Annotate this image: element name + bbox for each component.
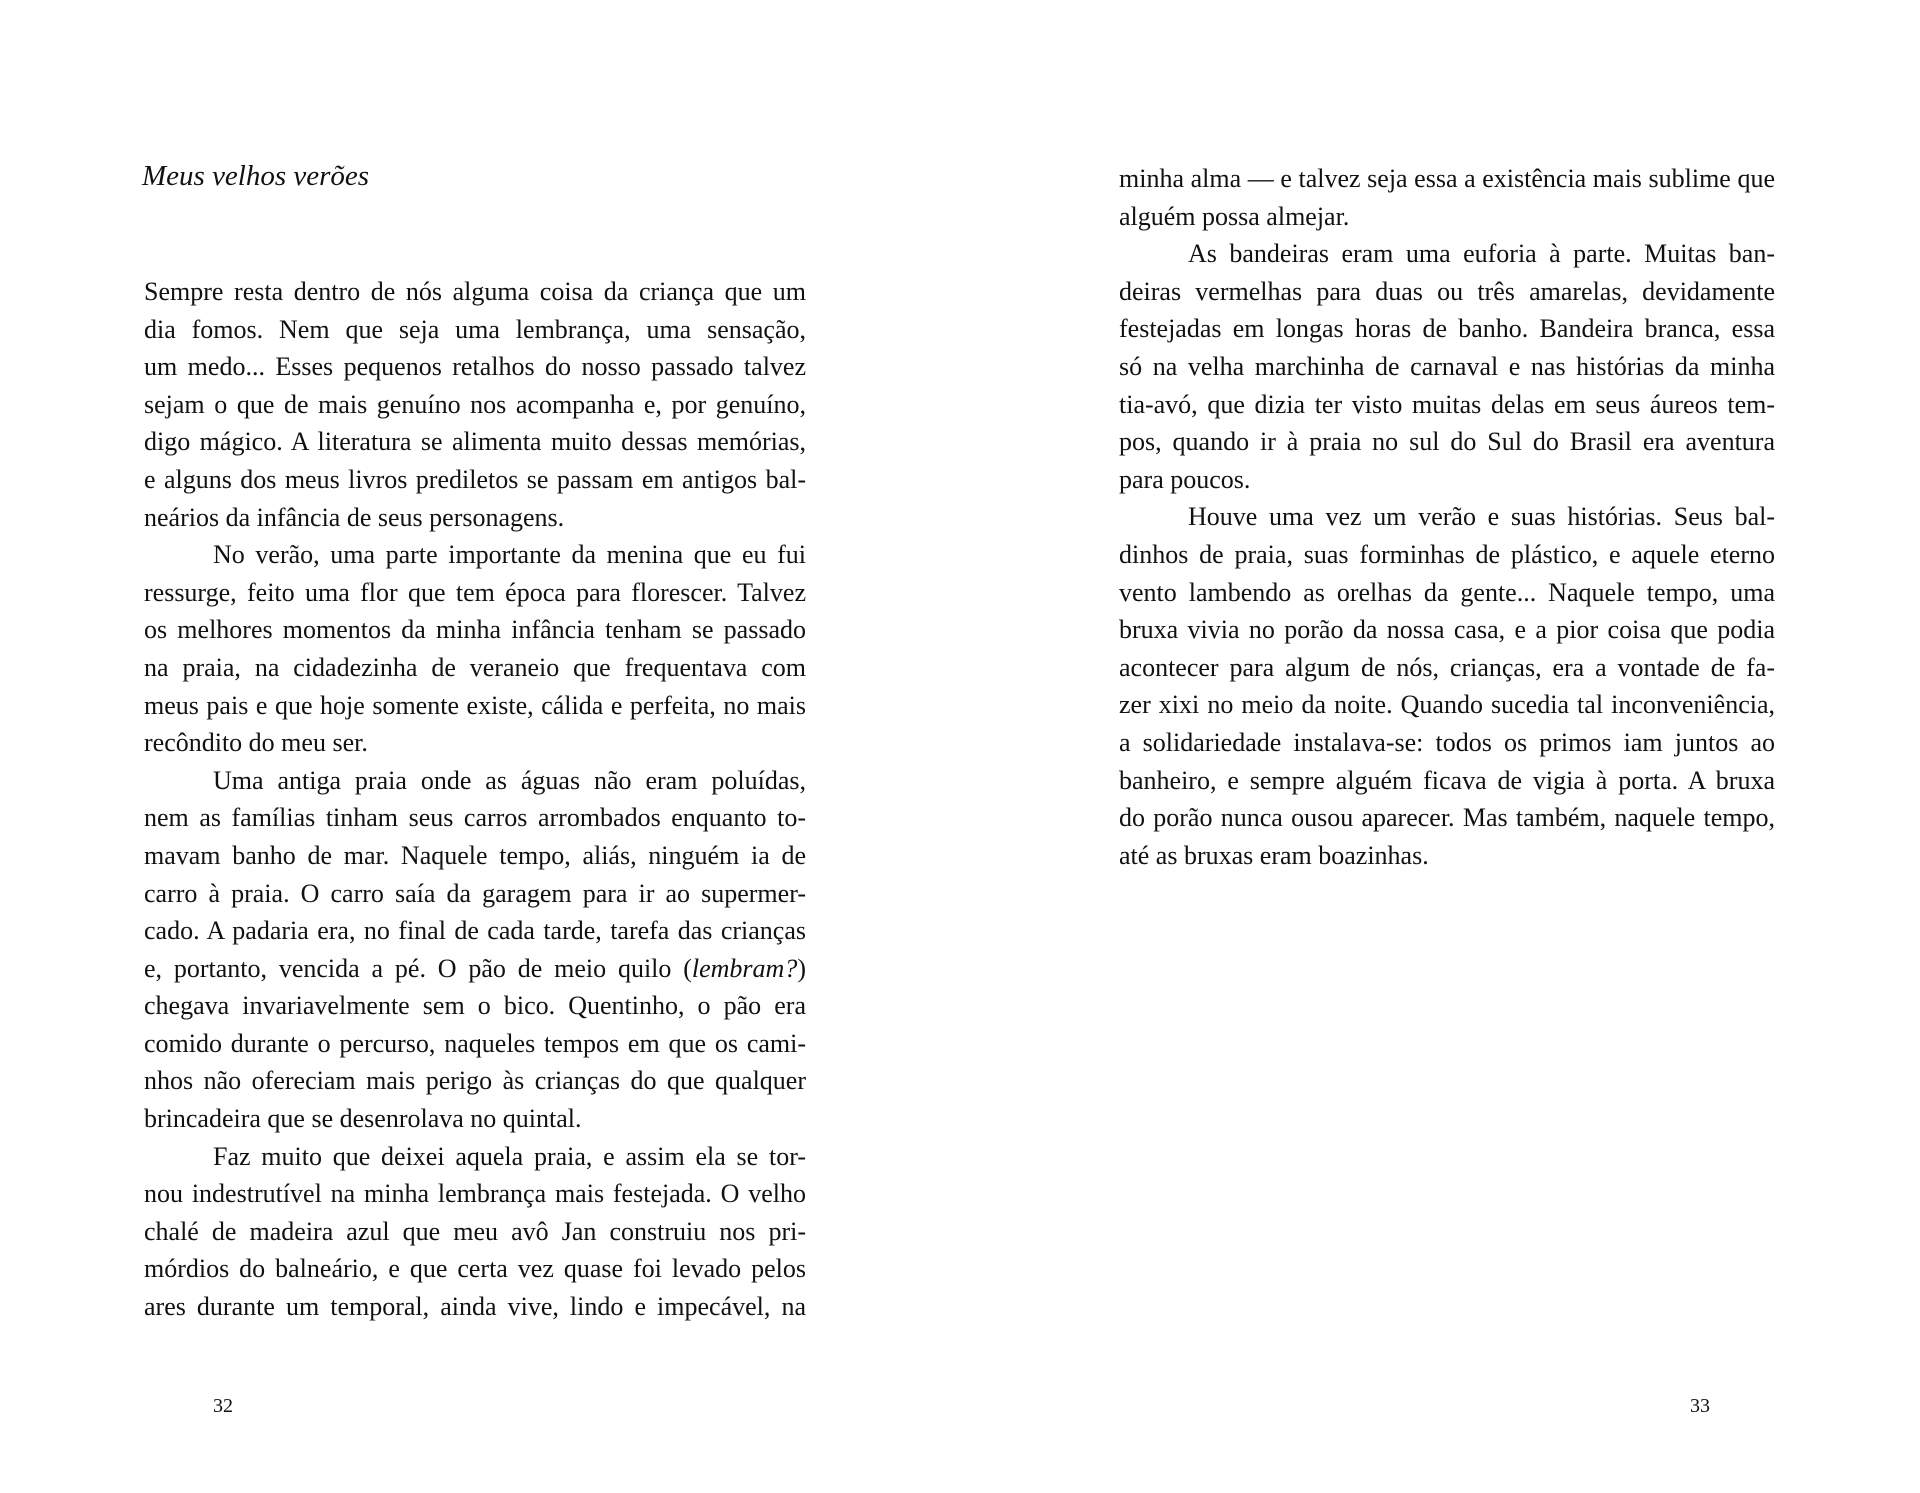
text-line: alguém possa almejar. [1119,201,1350,231]
text-line: comido durante o percurso, naqueles tempos em que os cami- [144,1028,806,1058]
right-page [960,0,1920,1493]
text-line: para poucos. [1119,464,1251,494]
paragraph [144,536,806,762]
text-line: bruxa vivia no porão da nossa casa, e a pior coisa que podia [1119,615,1775,645]
text-line: minha alma — e talvez seja essa a existência mais sublime que [1119,164,1775,193]
text-line: cado. A padaria era, no final de cada tarde, tarefa das crianças [144,916,806,946]
text-line: até as bruxas eram boazinhas. [1119,840,1429,870]
text-line: a solidariedade instalava-se: todos os primos iam juntos ao [1119,727,1775,757]
text-line: tia-avó, que dizia ter visto muitas delas em seus áureos tem- [1119,389,1775,419]
text-line: deiras vermelhas para duas ou três amarelas, devidamente [1119,276,1775,306]
text-line: Uma antiga praia onde as águas não eram poluídas, [213,765,806,795]
text-line: meus pais e que hoje somente existe, cálida e perfeita, no mais [144,690,806,720]
paragraph [144,273,806,536]
text-line: nem as famílias tinham seus carros arrombados enquanto to- [144,803,806,833]
text-line: só na velha marchinha de carnaval e nas histórias da minha [1119,351,1775,381]
text-line: chalé de madeira azul que meu avô Jan construiu nos pri- [144,1216,806,1246]
text-line: chegava invariavelmente sem o bico. Quentinho, o pão era [144,991,806,1021]
text-line: e alguns dos meus livros prediletos se passam em antigos bal- [144,464,806,494]
text-line: festejadas em longas horas de banho. Bandeira branca, essa [1119,314,1775,344]
text-line: No verão, uma parte importante da menina que eu fui [213,540,806,570]
text-line: As bandeiras eram uma euforia à parte. Muitas ban- [1188,239,1775,269]
text-line: vento lambendo as orelhas da gente... Naquele tempo, uma [1119,577,1775,607]
text-line: banheiro, e sempre alguém ficava de vigia à porta. A bruxa [1119,765,1775,795]
text-line: nou indestrutível na minha lembrança mais festejada. O velho [144,1179,806,1209]
page-number-right: 33 [1690,1395,1710,1417]
right-page-body [1119,160,1775,874]
text-line: Houve uma vez um verão e suas histórias. Seus bal- [1188,502,1775,532]
page-number-left: 32 [213,1395,233,1417]
text-line: ressurge, feito uma flor que tem época para florescer. Talvez [144,577,806,607]
text-line: do porão nunca ousou aparecer. Mas também, naquele tempo, [1119,803,1775,833]
text-line: nhos não ofereciam mais perigo às crianças do que qualquer [144,1066,806,1096]
text-line: os melhores momentos da minha infância tenham se passado [144,615,806,645]
text-line: carro à praia. O carro saía da garagem para ir ao supermer- [144,878,806,908]
text-line: um medo... Esses pequenos retalhos do nosso passado talvez [144,352,806,382]
paragraph [1119,498,1775,874]
text-line: dia fomos. Nem que seja uma lembrança, uma sensação, [144,314,806,344]
text-line: brincadeira que se desenrolava no quintal. [144,1104,582,1134]
chapter-title: Meus velhos verões [142,160,370,192]
text-line: sejam o que de mais genuíno nos acompanha e, por genuíno, [144,389,806,419]
text-line: ares durante um temporal, ainda vive, lindo e impecável, na [144,1292,806,1322]
text-line: e, portanto, vencida a pé. O pão de meio quilo (lembram?) [144,953,806,983]
text-line: Sempre resta dentro de nós alguma coisa da criança que um [144,277,806,306]
text-line: digo mágico. A literatura se alimenta muito dessas memórias, [144,427,806,457]
text-line: recôndito do meu ser. [144,728,368,758]
text-line: na praia, na cidadezinha de veraneio que frequentava com [144,652,806,682]
italic-text: lembram? [691,953,798,983]
text-line: pos, quando ir à praia no sul do Sul do Brasil era aventura [1119,427,1775,457]
text-line: dinhos de praia, suas forminhas de plástico, e aquele eterno [1119,539,1775,569]
paragraph [144,1138,806,1326]
text-line: Faz muito que deixei aquela praia, e assim ela se tor- [213,1141,806,1171]
paragraph [1119,235,1775,498]
paragraph [144,762,806,1138]
left-page-body [144,273,806,1326]
paragraph [1119,160,1775,235]
text-line: neários da infância de seus personagens. [144,502,565,532]
text-line: zer xixi no meio da noite. Quando sucedia tal inconveniência, [1119,690,1775,720]
text-line: acontecer para algum de nós, crianças, era a vontade de fa- [1119,652,1775,682]
text-line: mavam banho de mar. Naquele tempo, aliás, ninguém ia de [144,840,806,870]
text-line: mórdios do balneário, e que certa vez quase foi levado pelos [144,1254,806,1284]
